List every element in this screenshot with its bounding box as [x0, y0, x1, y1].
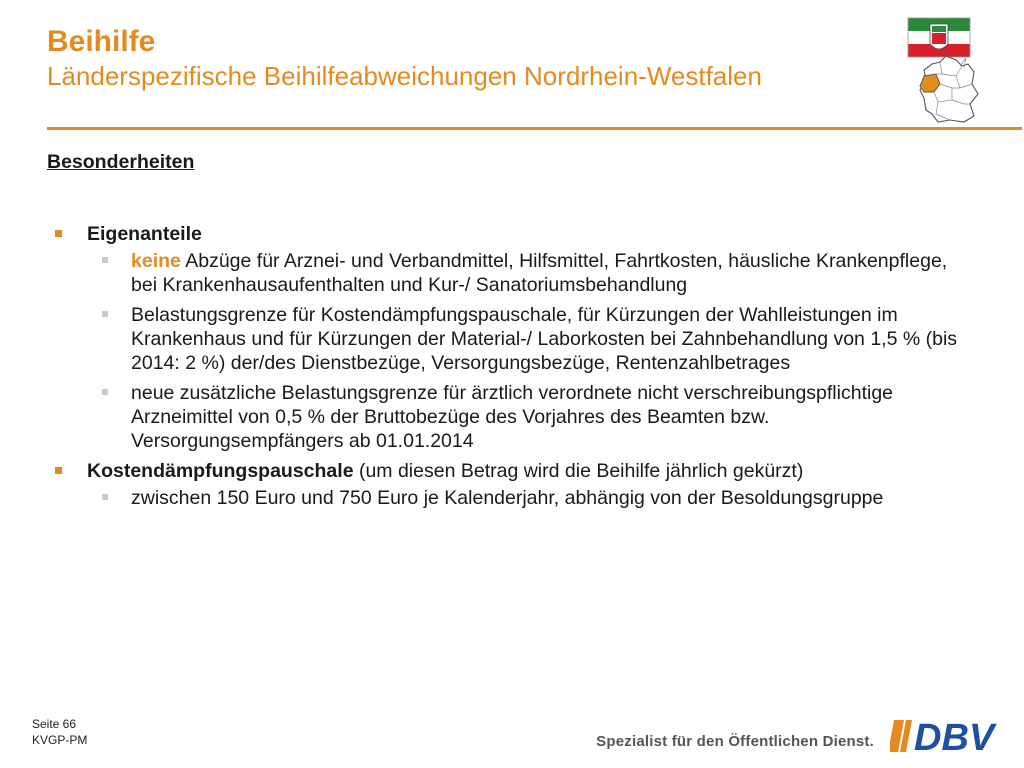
state-graphics	[904, 16, 984, 122]
slide-title: Beihilfe	[47, 25, 156, 58]
bullet-eigenanteile: Eigenanteile	[47, 222, 977, 246]
document-code: KVGP-PM	[32, 733, 88, 747]
slogan: Spezialist für den Öffentlichen Dienst.	[596, 732, 874, 750]
slide-body	[47, 150, 977, 510]
subbullet-neue-belastungsgrenze: neue zusätzliche Belastungsgrenze für ärztlich verordnete nicht verschreibungspflichtige Arzneimittel von 0,5 % der Bruttobezüge des Vorjahres des Beamten bzw. Versorgungsempfängers ab 01.01.2014	[47, 381, 977, 453]
subbullet-text: Abzüge für Arznei- und Verbandmittel, Hilfsmittel, Fahrtkosten, häusliche Krankenpflege, bei Krankenhausaufenthalten und Kur-/ Sanatoriumsbehandlung	[131, 250, 948, 296]
section-heading: Besonderheiten	[47, 151, 195, 173]
footer-meta	[32, 716, 87, 748]
bullet-kostendaempfungspauschale	[47, 459, 977, 483]
dbv-logo	[890, 718, 1000, 754]
title-divider	[47, 127, 1022, 130]
slide-subtitle: Länderspezifische Beihilfeabweichungen Nordrhein-Westfalen	[47, 61, 762, 91]
footer-branding	[596, 716, 1000, 756]
subbullet-belastungsgrenze: Belastungsgrenze für Kostendämpfungspauschale, für Kürzungen der Wahlleistungen im Krankenhaus und für Kürzungen der Material-/ Laborkosten bei Zahnbehandlung von 1,5 % (bis 2014: 2 %) der/des Dienstbezüge, Versorgungsbezüge, Rentenzahlbetrages	[47, 303, 977, 375]
logo-text: DBV	[914, 718, 995, 754]
highlight-keine: keine	[131, 250, 181, 272]
germany-map-icon	[904, 54, 984, 124]
subbullet-betrag: zwischen 150 Euro und 750 Euro je Kalenderjahr, abhängig von der Besoldungsgruppe	[47, 486, 977, 510]
subbullet-keine-abzuege	[47, 249, 977, 297]
slide-header	[47, 24, 907, 92]
page-number: Seite 66	[32, 717, 77, 731]
bullet-suffix: (um diesen Betrag wird die Beihilfe jährlich gekürzt)	[353, 460, 804, 482]
bullet-label: Kostendämpfungspauschale	[87, 460, 354, 482]
